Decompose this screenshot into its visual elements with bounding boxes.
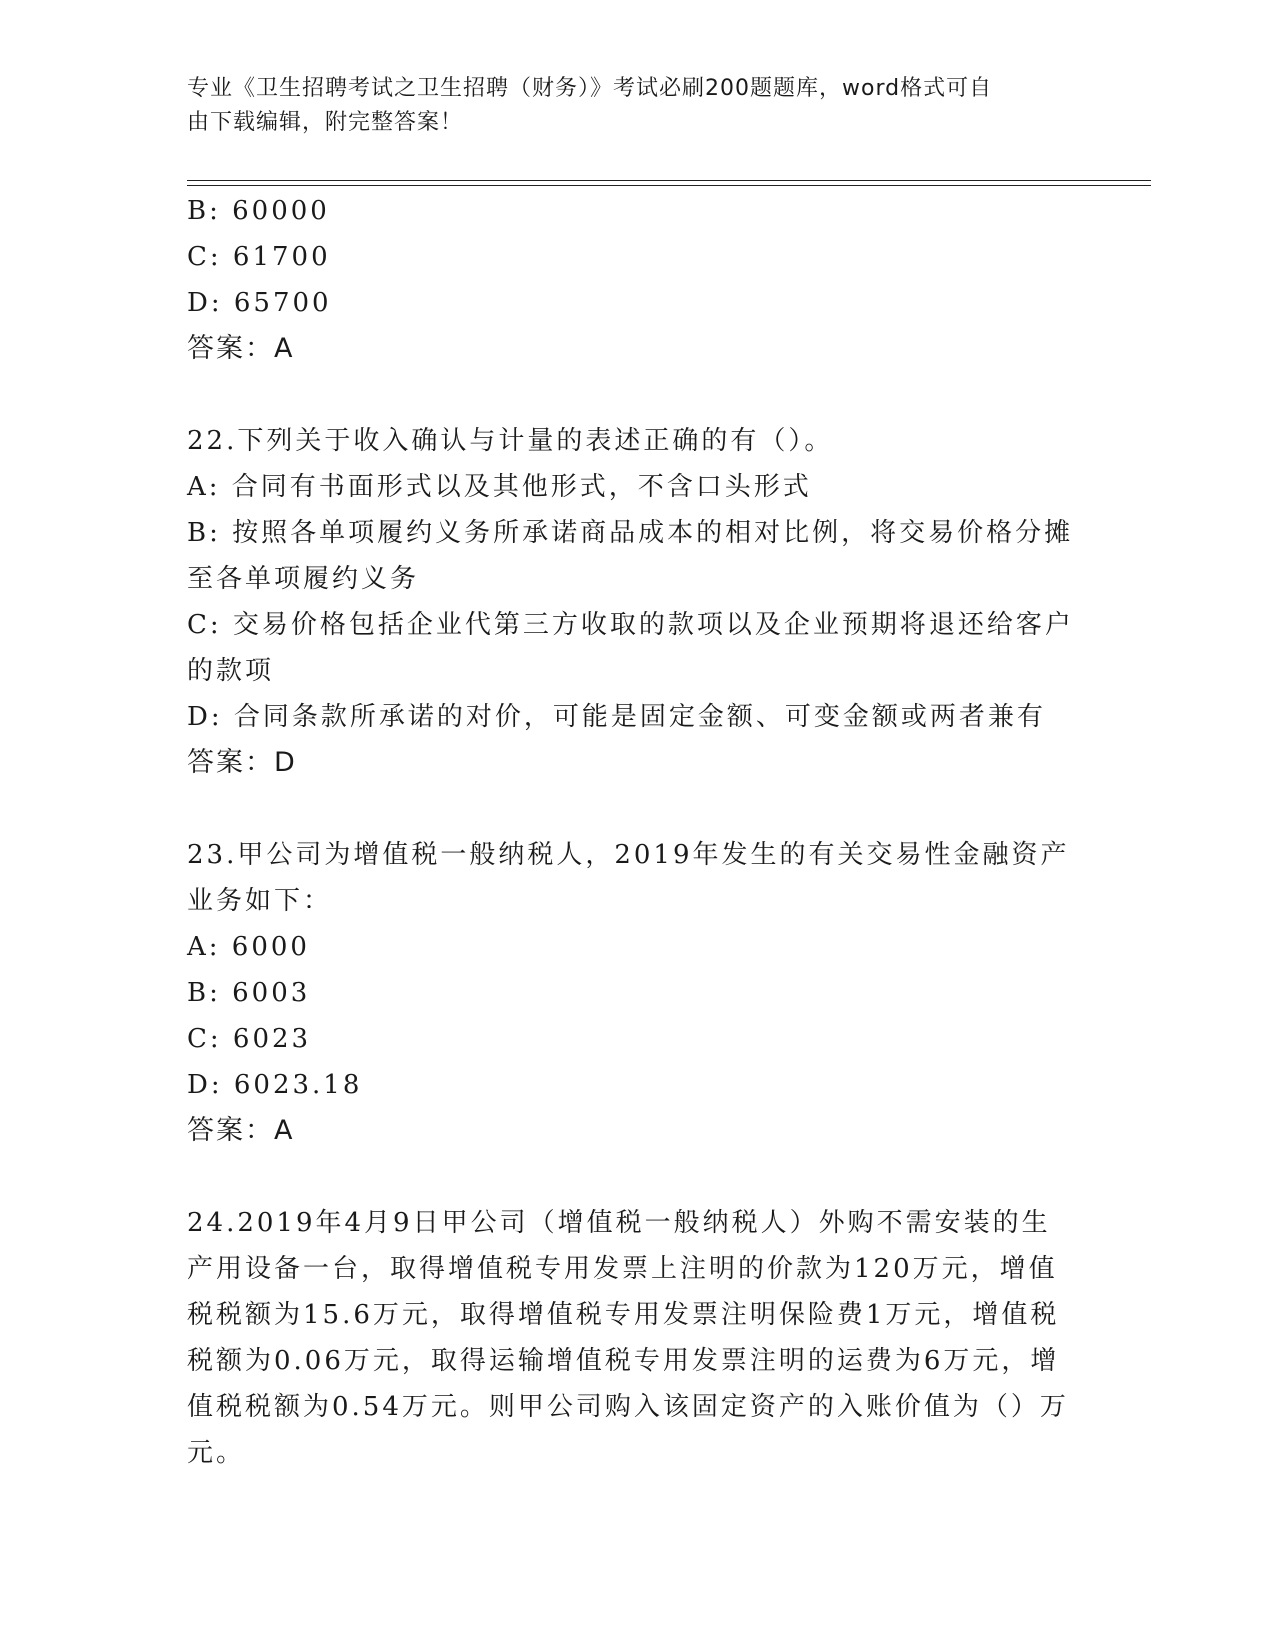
q22-option-a: A: 合同有书面形式以及其他形式，不含口头形式 [187,472,812,502]
q21-option-b: B: 60000 [187,196,330,226]
q23-option-d: D: 6023.18 [187,1070,363,1100]
header-rule-bottom [187,185,1151,186]
q21-option-c: C: 61700 [187,242,331,272]
q21-option-d: D: 65700 [187,288,332,318]
q23-option-b: B: 6003 [187,978,311,1008]
header-title-line-2: 由下载编辑，附完整答案！ [187,110,464,135]
header-title-line-1: 专业《卫生招聘考试之卫生招聘（财务）》考试必刷200题题库，word格式可自 [187,76,993,101]
q22-option-b: B: 按照各单项履约义务所承诺商品成本的相对比例，将交易价格分摊至各单项履约义务 [187,518,1074,594]
q23-option-c: C: 6023 [187,1024,312,1054]
q21-answer: 答案：A [187,333,295,364]
q23-stem: 23.甲公司为增值税一般纳税人，2019年发生的有关交易性金融资产业务如下： [187,840,1070,916]
q22-answer: 答案：D [187,747,297,778]
q22-option-c: C: 交易价格包括企业代第三方收取的款项以及企业预期将退还给客户的款项 [187,610,1074,686]
q23-option-a: A: 6000 [187,932,310,962]
q22-option-d: D: 合同条款所承诺的对价，可能是固定金额、可变金额或两者兼有 [187,702,1046,732]
q23-answer: 答案：A [187,1115,295,1146]
header-rule-top [187,180,1151,181]
question-content [187,188,1087,1476]
q24-stem: 24.2019年4月9日甲公司（增值税一般纳税人）外购不需安装的生产用设备一台，取得增值税专用发票上注明的价款为120万元，增值税税额为15.6万元，取得增值税专用发票注明保险费1万元，增值税税额为0.06万元，取得运输增值税专用发票注明的运费为6万元，增值税税额为0.54万元。则甲公司购入该固定资产的入账价值为（）万元。 [187,1208,1069,1468]
q22-stem: 22.下列关于收入确认与计量的表述正确的有（）。 [187,426,834,456]
page-header [187,72,1067,140]
